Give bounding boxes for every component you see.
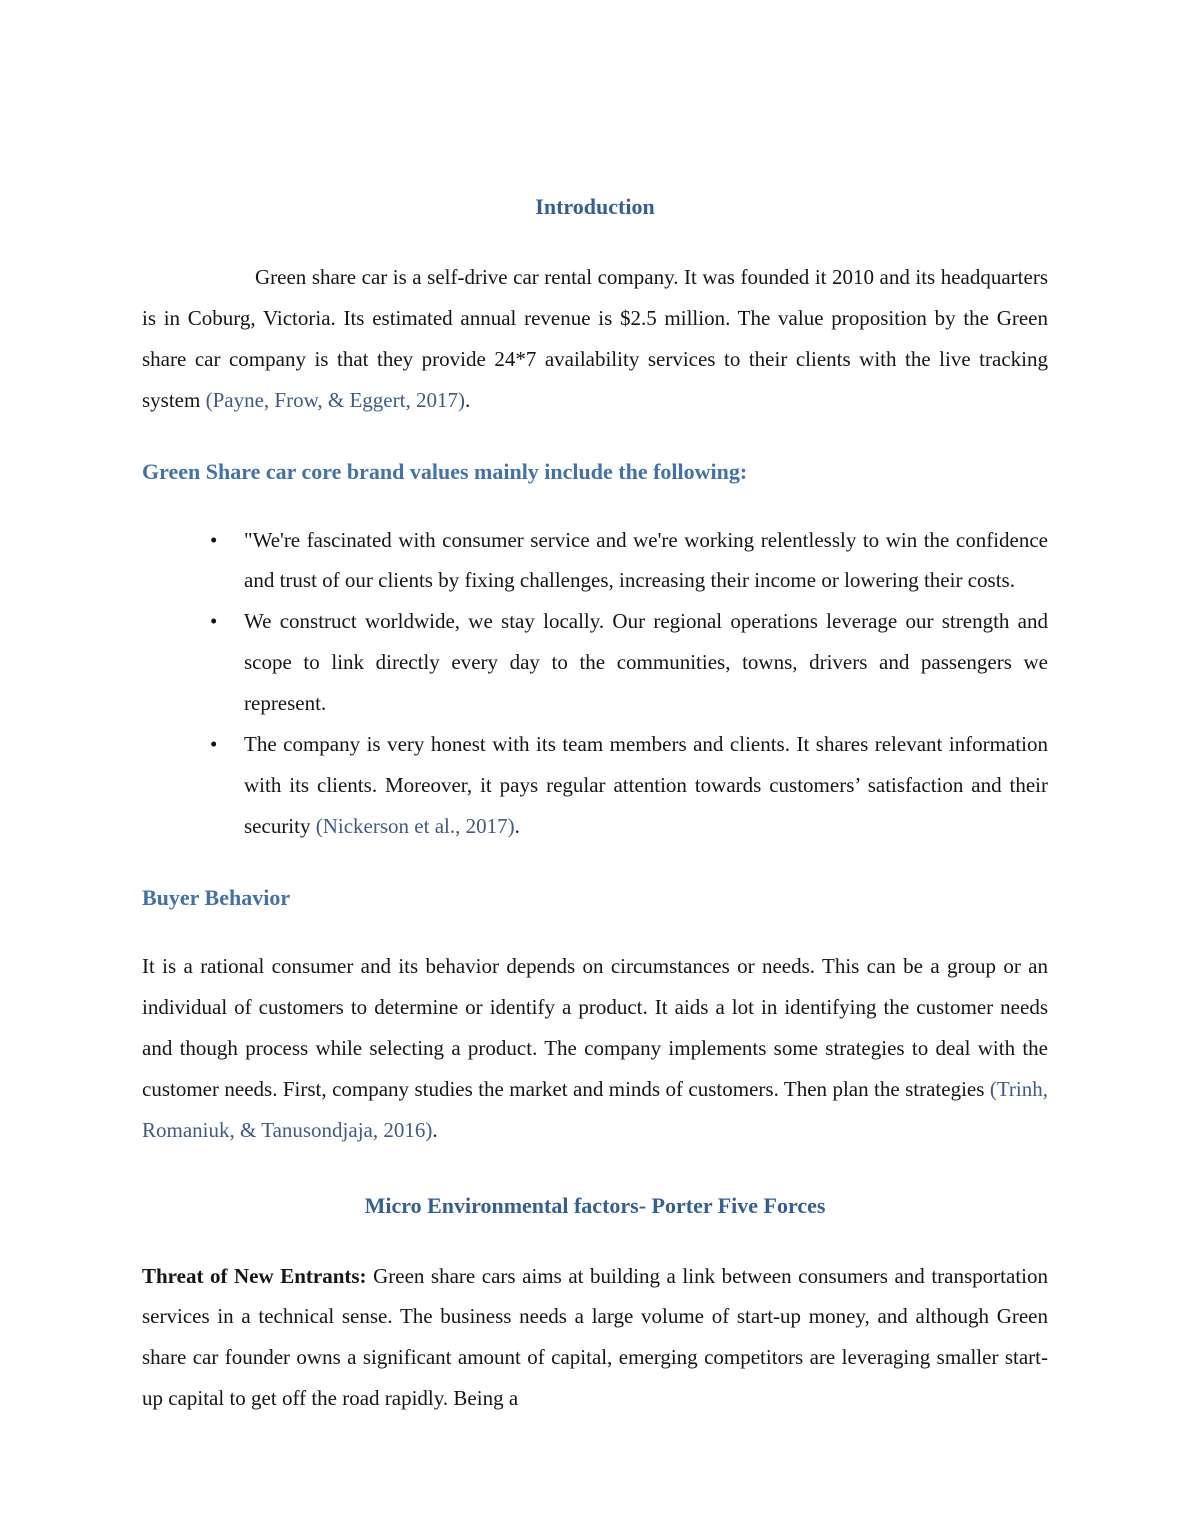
list-item xyxy=(210,520,1048,602)
micro-environmental-heading: Micro Environmental factors- Porter Five Forces xyxy=(364,1192,826,1218)
intro-citation: (Payne, Frow, & Eggert, 2017) xyxy=(205,387,465,412)
bullet-text: We construct worldwide, we stay locally. Our regional operations leverage our strength and scope to link directly every day to the communities, towns, drivers and passengers we represent. xyxy=(244,609,1048,716)
bullet-icon: • xyxy=(210,732,218,757)
bullet-text: The company is very honest with its team members and clients. It shares relevant information with its clients. Moreover, it pays regular attention towards customers’ satisfaction and their security xyxy=(244,732,1048,839)
threat-paragraph xyxy=(142,1256,1048,1420)
list-item xyxy=(210,724,1048,847)
intro-after: . xyxy=(464,387,471,412)
bullet-icon: • xyxy=(210,527,218,552)
buyer-behavior-heading: Buyer Behavior xyxy=(142,885,291,911)
bullet-after: . xyxy=(514,814,520,839)
bullet-icon: • xyxy=(210,609,218,634)
brand-values-heading: Green Share car core brand values mainly include the following: xyxy=(142,458,748,484)
intro-paragraph xyxy=(142,257,1048,421)
buyer-after: . xyxy=(432,1117,438,1142)
threat-lead: Threat of New Entrants: xyxy=(142,1263,367,1288)
buyer-citation: (Trinh, Romaniuk, & Tanusondjaja, 2016) xyxy=(142,1076,1048,1142)
buyer-text: It is a rational consumer and its behavior depends on circumstances or needs. This can be a group or an individual of customers to determine or identify a product. It aids a lot in identifying the customer needs and though process while selecting a product. The company implements some strategies to deal with the customer needs. First, company studies the market and minds of customers. Then plan the strategies xyxy=(142,953,1048,1101)
brand-values-list xyxy=(142,520,1048,848)
intro-text: Green share car is a self-drive car rental company. It was founded it 2010 and its headquarters is in Coburg, Victoria. Its estimated annual revenue is $2.5 million. The value proposition by the Green share car company is that they provide 24*7 availability services to their clients with the live tracking system xyxy=(142,264,1048,412)
list-item xyxy=(210,601,1048,724)
buyer-behavior-paragraph xyxy=(142,946,1048,1151)
bullet-text: "We're fascinated with consumer service and we're working relentlessly to win the confidence and trust of our clients by fixing challenges, increasing their income or lowering their costs. xyxy=(244,527,1048,593)
threat-text: Green share cars aims at building a link between consumers and transportation services in a technical sense. The business needs a large volume of start-up money, and although Green share car founder owns a significant amount of capital, emerging competitors are leveraging smaller start-up capital to get off the road rapidly. Being a xyxy=(142,1263,1048,1411)
bullet-citation: (Nickerson et al., 2017) xyxy=(315,814,515,839)
page-title: Introduction xyxy=(535,194,655,219)
